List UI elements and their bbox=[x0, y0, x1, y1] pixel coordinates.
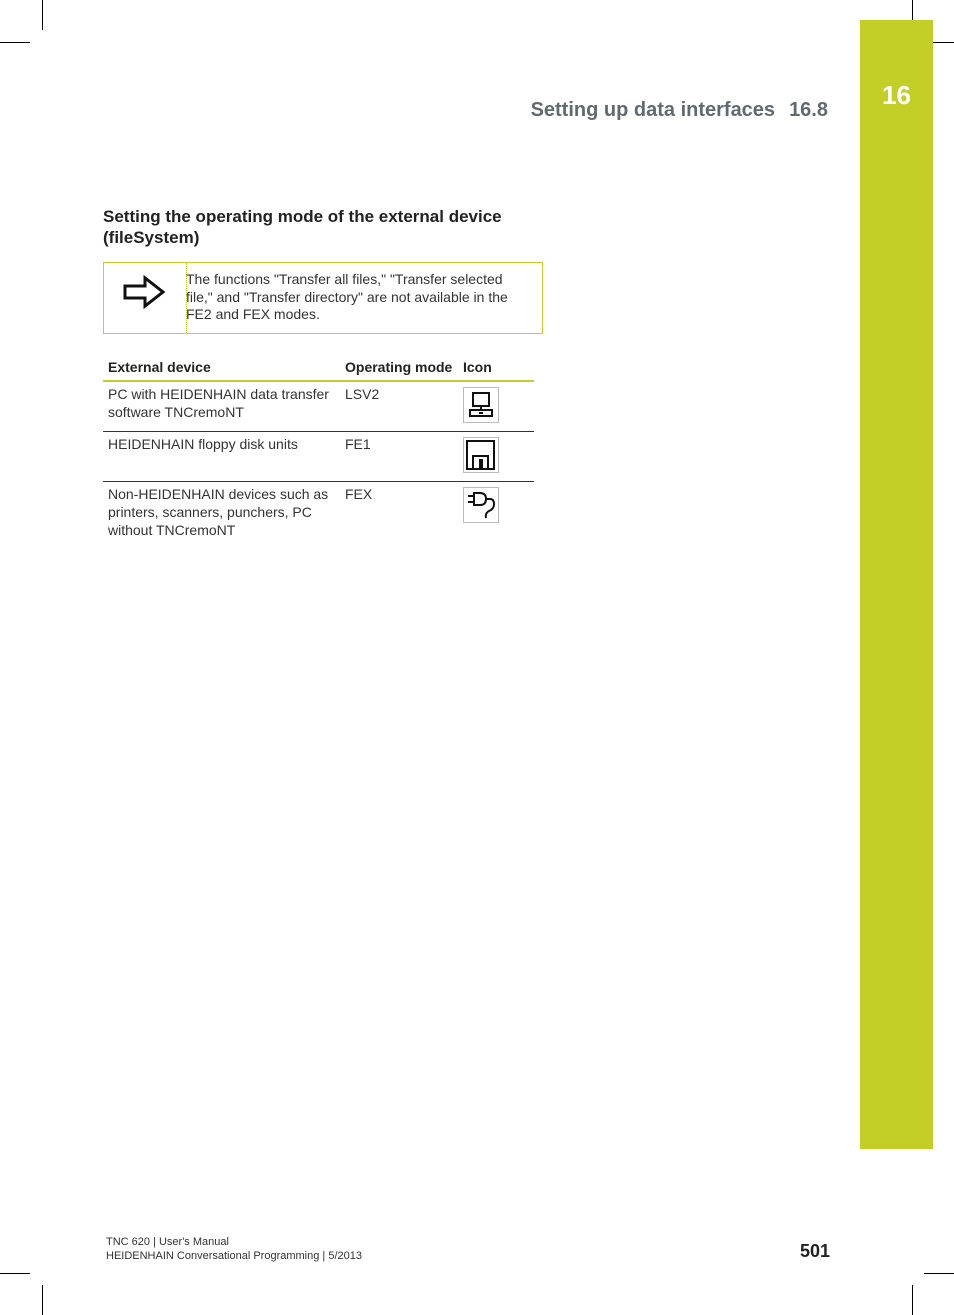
computer-icon bbox=[463, 387, 499, 423]
crop-mark bbox=[0, 1273, 30, 1274]
crop-mark bbox=[0, 42, 30, 43]
device-cell: HEIDENHAIN floppy disk units bbox=[103, 432, 340, 482]
table-header-row bbox=[103, 356, 534, 381]
footer bbox=[106, 1235, 362, 1263]
running-header bbox=[531, 99, 828, 122]
running-header-title: Setting up data interfaces bbox=[530, 99, 776, 121]
icon-cell bbox=[458, 482, 534, 544]
mode-cell: LSV2 bbox=[340, 381, 458, 432]
floppy-disk-icon bbox=[463, 437, 499, 473]
plug-icon bbox=[463, 487, 499, 523]
footer-manual-title: TNC 620 | User's Manual bbox=[106, 1236, 229, 1248]
device-cell: PC with HEIDENHAIN data transfer software TNCremoNT bbox=[103, 381, 340, 432]
header-external-device: External device bbox=[103, 356, 340, 381]
icon-cell bbox=[458, 432, 534, 482]
crop-mark bbox=[42, 1285, 43, 1315]
crop-mark bbox=[42, 0, 43, 30]
header-operating-mode: Operating mode bbox=[340, 356, 458, 381]
mode-cell: FEX bbox=[345, 486, 373, 502]
crop-mark bbox=[912, 1285, 913, 1315]
section-heading: Setting the operating mode of the external device (fileSystem) bbox=[103, 207, 502, 247]
chapter-tab bbox=[860, 20, 933, 1149]
table-row bbox=[103, 432, 534, 482]
note-icon-cell bbox=[104, 263, 187, 333]
device-table bbox=[103, 356, 534, 543]
running-header-section: 16.8 bbox=[789, 99, 828, 121]
mode-cell: FE1 bbox=[340, 432, 458, 482]
header-icon: Icon bbox=[458, 356, 534, 381]
page-number: 501 bbox=[799, 1241, 830, 1261]
note-box bbox=[103, 262, 543, 334]
table-row bbox=[103, 482, 534, 544]
icon-cell bbox=[458, 381, 534, 432]
arrow-right-icon bbox=[121, 274, 167, 310]
footer-programming-date: HEIDENHAIN Conversational Programming | 5/2013 bbox=[106, 1250, 362, 1262]
crop-mark bbox=[924, 1273, 954, 1274]
table-row bbox=[103, 381, 534, 432]
device-cell: Non-HEIDENHAIN devices such as printers, scanners, punchers, PC without TNCremoNT bbox=[108, 486, 329, 538]
chapter-number: 16 bbox=[882, 80, 911, 110]
note-text: The functions "Transfer all files," "Transfer selected file," and "Transfer directory" are not available in the FE2 and FEX modes. bbox=[186, 271, 508, 322]
